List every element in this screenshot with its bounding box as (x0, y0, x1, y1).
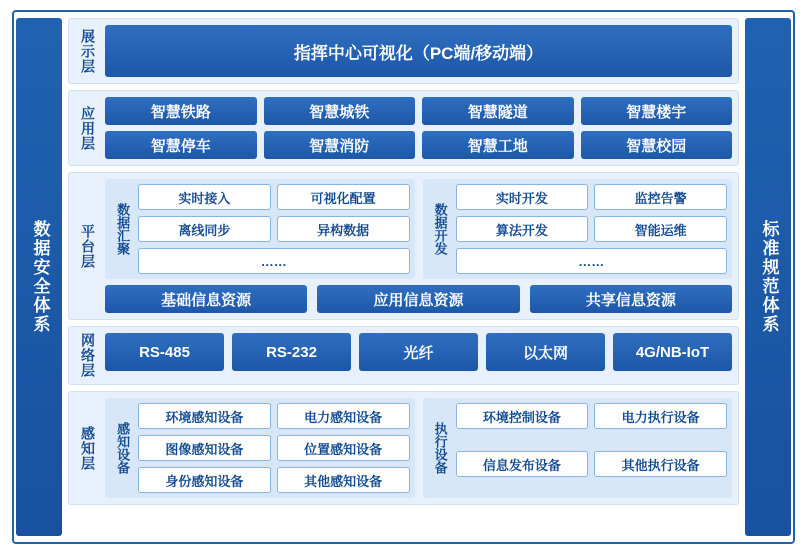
sensing-item-power-sensor: 电力感知设备 (277, 403, 410, 429)
sensing-item-image-sensor: 图像感知设备 (138, 435, 271, 461)
application-row-2 (105, 131, 732, 159)
platform-item-development-more: …… (456, 248, 728, 274)
platform-group-data-aggregation-label: 数据汇聚 (115, 203, 131, 255)
left-pillar-data-security (16, 18, 62, 536)
actuator-item-info-release: 信息发布设备 (456, 451, 589, 477)
sensing-group-actuator-devices (423, 398, 733, 498)
app-item-smart-parking: 智慧停车 (105, 131, 257, 159)
app-item-smart-urban-rail: 智慧城铁 (264, 97, 416, 125)
layer-network-body (101, 333, 732, 378)
platform-group-data-development-label: 数据开发 (432, 203, 448, 255)
sensing-item-environment-sensor: 环境感知设备 (138, 403, 271, 429)
actuator-item-other-actuator: 其他执行设备 (594, 451, 727, 477)
platform-item-aggregation-more: …… (138, 248, 410, 274)
display-command-center-box: 指挥中心可视化（PC端/移动端） (105, 25, 732, 77)
sensing-group-sensing-devices-label: 感知设备 (115, 422, 131, 474)
platform-group-data-aggregation-items (134, 184, 410, 274)
platform-item-offline-sync: 离线同步 (138, 216, 271, 242)
layer-platform (68, 172, 739, 320)
layer-sensing (68, 391, 739, 505)
platform-item-monitoring-alarm: 监控告警 (594, 184, 727, 210)
app-item-smart-campus: 智慧校园 (581, 131, 733, 159)
platform-groups (105, 179, 732, 279)
actuator-item-power-actuator: 电力执行设备 (594, 403, 727, 429)
left-pillar-label: 数据安全体系 (30, 220, 50, 334)
layer-application-body (101, 97, 732, 159)
center-column (68, 18, 739, 536)
network-items-row (105, 333, 732, 371)
app-item-smart-tunnel: 智慧隧道 (422, 97, 574, 125)
resource-item-application-info: 应用信息资源 (317, 285, 519, 313)
resource-item-basic-info: 基础信息资源 (105, 285, 307, 313)
sensing-group-sensing-devices (105, 398, 415, 498)
layer-network (68, 326, 739, 385)
app-item-smart-construction-site: 智慧工地 (422, 131, 574, 159)
app-item-smart-railway: 智慧铁路 (105, 97, 257, 125)
platform-group-data-aggregation (105, 179, 415, 279)
platform-item-algorithm-development: 算法开发 (456, 216, 589, 242)
sensing-item-position-sensor: 位置感知设备 (277, 435, 410, 461)
platform-group-data-development-items (452, 184, 728, 274)
platform-item-intelligent-ops: 智能运维 (594, 216, 727, 242)
sensing-groups (105, 398, 732, 498)
network-item-optical-fiber: 光纤 (359, 333, 478, 371)
layer-application-label: 应用层 (80, 105, 97, 151)
network-item-ethernet: 以太网 (486, 333, 605, 371)
network-item-rs485: RS-485 (105, 333, 224, 371)
application-row-1 (105, 97, 732, 125)
platform-item-realtime-ingest: 实时接入 (138, 184, 271, 210)
sensing-group-actuator-devices-items (452, 403, 728, 493)
layer-platform-body (101, 179, 732, 313)
layer-display-label: 展示层 (80, 28, 97, 74)
layer-platform-label: 平台层 (80, 223, 97, 269)
sensing-group-actuator-devices-label: 执行设备 (432, 422, 448, 474)
layer-sensing-label: 感知层 (80, 425, 97, 471)
layer-network-label: 网络层 (80, 333, 97, 378)
right-pillar-label: 标准规范体系 (759, 220, 779, 334)
right-pillar-standards (745, 18, 791, 536)
platform-item-realtime-development: 实时开发 (456, 184, 589, 210)
layer-application (68, 90, 739, 166)
platform-item-heterogeneous-data: 异构数据 (277, 216, 410, 242)
layer-sensing-body (101, 398, 732, 498)
layer-display-body (101, 25, 732, 77)
sensing-group-sensing-devices-items (134, 403, 410, 493)
app-item-smart-firefighting: 智慧消防 (264, 131, 416, 159)
platform-group-data-development (423, 179, 733, 279)
sensing-item-identity-sensor: 身份感知设备 (138, 467, 271, 493)
network-item-rs232: RS-232 (232, 333, 351, 371)
layer-display (68, 18, 739, 84)
platform-item-visual-config: 可视化配置 (277, 184, 410, 210)
network-item-4g-nbiot: 4G/NB-IoT (613, 333, 732, 371)
resource-item-shared-info: 共享信息资源 (530, 285, 732, 313)
sensing-item-other-sensor: 其他感知设备 (277, 467, 410, 493)
app-item-smart-building: 智慧楼宇 (581, 97, 733, 125)
platform-resource-row (105, 285, 732, 313)
actuator-item-environment-control: 环境控制设备 (456, 403, 589, 429)
